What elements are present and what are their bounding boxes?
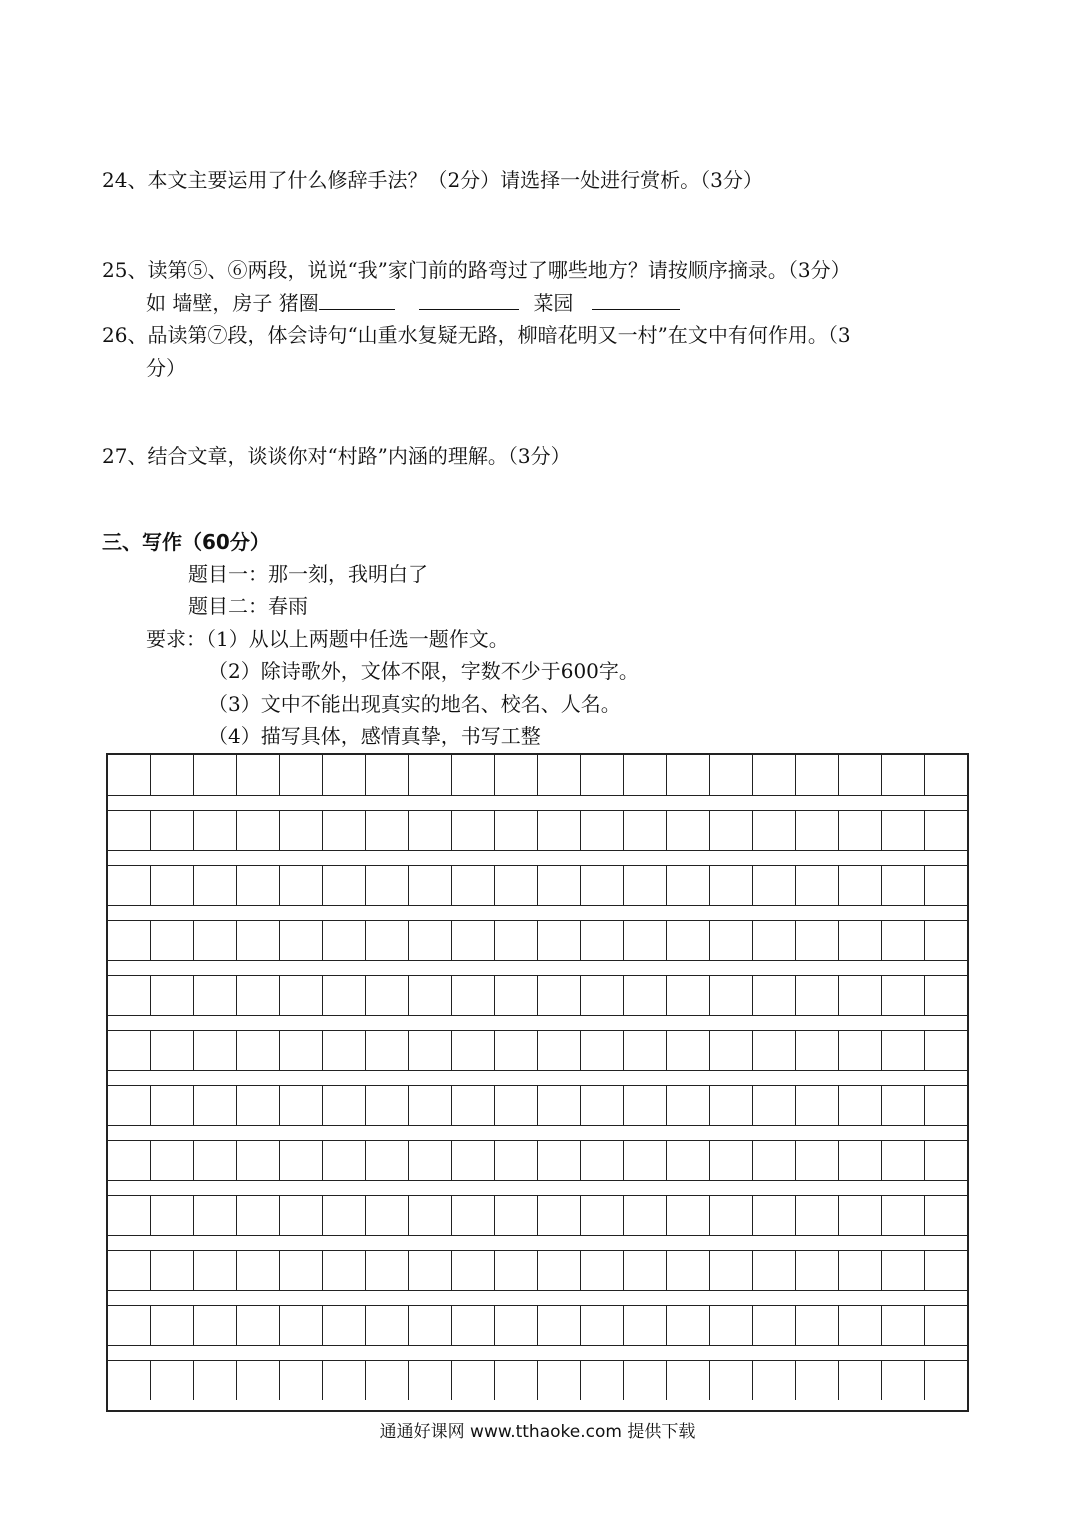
writing-topic-2: 题目二：春雨	[188, 594, 308, 618]
grid-row	[108, 755, 967, 795]
grid-row	[108, 1030, 967, 1070]
grid-cell[interactable]	[194, 1085, 237, 1125]
grid-cell[interactable]	[710, 1305, 753, 1345]
grid-cell[interactable]	[753, 920, 796, 960]
question-27: 27、结合文章，谈谈你对“村路”内涵的理解。（3分）	[102, 444, 571, 468]
grid-cell[interactable]	[581, 810, 624, 850]
grid-row-divider	[108, 960, 967, 961]
grid-cell[interactable]	[624, 865, 667, 905]
grid-row	[108, 810, 967, 850]
grid-cell[interactable]	[366, 975, 409, 1015]
grid-cell[interactable]	[882, 920, 925, 960]
grid-cell[interactable]	[495, 1250, 538, 1290]
grid-cell[interactable]	[409, 1360, 452, 1400]
grid-cell[interactable]	[151, 865, 194, 905]
grid-cell[interactable]	[581, 1140, 624, 1180]
grid-cell[interactable]	[452, 1085, 495, 1125]
grid-cell[interactable]	[237, 975, 280, 1015]
grid-cell[interactable]	[366, 1030, 409, 1070]
grid-cell[interactable]	[495, 1195, 538, 1235]
grid-cell[interactable]	[280, 920, 323, 960]
grid-cell[interactable]	[796, 1250, 839, 1290]
answer-blank-2[interactable]	[419, 289, 519, 310]
grid-cell[interactable]	[151, 920, 194, 960]
grid-cell[interactable]	[882, 755, 925, 795]
grid-cell[interactable]	[495, 755, 538, 795]
grid-cell[interactable]	[366, 1195, 409, 1235]
grid-cell[interactable]	[538, 1085, 581, 1125]
grid-row	[108, 1250, 967, 1290]
grid-cell[interactable]	[366, 1360, 409, 1400]
grid-cell[interactable]	[151, 1195, 194, 1235]
grid-cell[interactable]	[882, 865, 925, 905]
grid-cell[interactable]	[624, 975, 667, 1015]
grid-cell[interactable]	[108, 810, 151, 850]
grid-cell[interactable]	[366, 810, 409, 850]
grid-cell[interactable]	[280, 1360, 323, 1400]
grid-cell[interactable]	[409, 1195, 452, 1235]
grid-cell[interactable]	[495, 975, 538, 1015]
writing-requirement-1: 要求：（1）从以上两题中任选一题作文。	[146, 627, 509, 651]
grid-cell[interactable]	[366, 1140, 409, 1180]
fill-prefix: 如 墙壁，房子 猪圈	[146, 291, 319, 315]
grid-cell[interactable]	[495, 1085, 538, 1125]
grid-cell[interactable]	[753, 1030, 796, 1070]
grid-cell[interactable]	[581, 1250, 624, 1290]
grid-cell[interactable]	[237, 755, 280, 795]
grid-cell[interactable]	[925, 1085, 967, 1125]
grid-cell[interactable]	[452, 1305, 495, 1345]
grid-cell[interactable]	[366, 920, 409, 960]
grid-cell[interactable]	[194, 975, 237, 1015]
grid-row	[108, 1360, 967, 1400]
grid-cell[interactable]	[667, 1250, 710, 1290]
grid-cell[interactable]	[409, 975, 452, 1015]
grid-cell[interactable]	[882, 1030, 925, 1070]
grid-cell[interactable]	[667, 920, 710, 960]
grid-cell[interactable]	[108, 1360, 151, 1400]
grid-cell[interactable]	[495, 1030, 538, 1070]
grid-cell[interactable]	[194, 810, 237, 850]
grid-row	[108, 1140, 967, 1180]
grid-cell[interactable]	[151, 1140, 194, 1180]
grid-cell[interactable]	[882, 1140, 925, 1180]
grid-cell[interactable]	[194, 755, 237, 795]
grid-cell[interactable]	[925, 810, 967, 850]
grid-cell[interactable]	[409, 920, 452, 960]
grid-cell[interactable]	[710, 975, 753, 1015]
grid-row-divider	[108, 1235, 967, 1236]
grid-cell[interactable]	[753, 1360, 796, 1400]
grid-cell[interactable]	[194, 1360, 237, 1400]
grid-cell[interactable]	[452, 755, 495, 795]
grid-cell[interactable]	[710, 1360, 753, 1400]
grid-cell[interactable]	[839, 865, 882, 905]
writing-requirement-4: （4）描写具体，感情真挚，书写工整	[208, 724, 541, 748]
grid-cell[interactable]	[237, 865, 280, 905]
grid-cell[interactable]	[280, 1250, 323, 1290]
grid-cell[interactable]	[409, 865, 452, 905]
grid-cell[interactable]	[839, 1360, 882, 1400]
grid-row-divider	[108, 1070, 967, 1071]
grid-cell[interactable]	[495, 1360, 538, 1400]
grid-cell[interactable]	[151, 1360, 194, 1400]
grid-cell[interactable]	[839, 1085, 882, 1125]
grid-cell[interactable]	[194, 920, 237, 960]
grid-cell[interactable]	[194, 1140, 237, 1180]
grid-cell[interactable]	[237, 1360, 280, 1400]
grid-cell[interactable]	[323, 1250, 366, 1290]
grid-cell[interactable]	[452, 810, 495, 850]
grid-cell[interactable]	[108, 1305, 151, 1345]
grid-cell[interactable]	[667, 1085, 710, 1125]
grid-cell[interactable]	[753, 975, 796, 1015]
grid-cell[interactable]	[452, 1030, 495, 1070]
grid-cell[interactable]	[667, 1305, 710, 1345]
grid-row	[108, 1305, 967, 1345]
grid-row-divider	[108, 795, 967, 796]
grid-cell[interactable]	[882, 1305, 925, 1345]
grid-cell[interactable]	[409, 1305, 452, 1345]
grid-cell[interactable]	[667, 1030, 710, 1070]
grid-cell[interactable]	[796, 1195, 839, 1235]
writing-heading: 三、写作（60分）	[102, 530, 270, 554]
grid-cell[interactable]	[452, 920, 495, 960]
grid-cell[interactable]	[452, 1195, 495, 1235]
grid-cell[interactable]	[538, 1140, 581, 1180]
grid-cell[interactable]	[624, 810, 667, 850]
grid-cell[interactable]	[710, 1030, 753, 1070]
grid-cell[interactable]	[538, 810, 581, 850]
grid-cell[interactable]	[839, 1140, 882, 1180]
grid-cell[interactable]	[796, 975, 839, 1015]
grid-cell[interactable]	[710, 1250, 753, 1290]
grid-cell[interactable]	[581, 865, 624, 905]
grid-cell[interactable]	[237, 1140, 280, 1180]
grid-row-divider	[108, 1125, 967, 1126]
grid-cell[interactable]	[753, 1305, 796, 1345]
grid-cell[interactable]	[796, 1360, 839, 1400]
grid-cell[interactable]	[796, 755, 839, 795]
grid-cell[interactable]	[108, 865, 151, 905]
grid-cell[interactable]	[538, 1305, 581, 1345]
grid-row-divider	[108, 1180, 967, 1181]
question-24: 24、本文主要运用了什么修辞手法？（2分）请选择一处进行赏析。（3分）	[102, 168, 763, 192]
grid-cell[interactable]	[667, 810, 710, 850]
grid-cell[interactable]	[108, 1030, 151, 1070]
grid-cell[interactable]	[925, 1140, 967, 1180]
grid-cell[interactable]	[624, 920, 667, 960]
grid-cell[interactable]	[624, 1195, 667, 1235]
grid-cell[interactable]	[925, 1195, 967, 1235]
grid-cell[interactable]	[280, 1195, 323, 1235]
grid-cell[interactable]	[151, 1250, 194, 1290]
grid-cell[interactable]	[452, 1140, 495, 1180]
grid-cell[interactable]	[925, 1360, 967, 1400]
grid-cell[interactable]	[667, 975, 710, 1015]
grid-cell[interactable]	[151, 810, 194, 850]
grid-cell[interactable]	[839, 755, 882, 795]
grid-cell[interactable]	[237, 810, 280, 850]
grid-cell[interactable]	[151, 1085, 194, 1125]
grid-cell[interactable]	[538, 1195, 581, 1235]
grid-cell[interactable]	[323, 1030, 366, 1070]
grid-cell[interactable]	[366, 755, 409, 795]
grid-cell[interactable]	[581, 975, 624, 1015]
grid-cell[interactable]	[667, 1140, 710, 1180]
grid-cell[interactable]	[925, 1250, 967, 1290]
grid-cell[interactable]	[280, 755, 323, 795]
writing-requirement-2: （2）除诗歌外，文体不限，字数不少于600字。	[208, 659, 639, 683]
grid-cell[interactable]	[495, 865, 538, 905]
grid-cell[interactable]	[108, 1085, 151, 1125]
footer-note: 通通好课网 www.tthaoke.com 提供下载	[379, 1422, 696, 1442]
grid-row	[108, 920, 967, 960]
grid-cell[interactable]	[237, 1250, 280, 1290]
grid-cell[interactable]	[538, 1360, 581, 1400]
grid-cell[interactable]	[882, 1085, 925, 1125]
grid-cell[interactable]	[194, 1195, 237, 1235]
grid-cell[interactable]	[753, 755, 796, 795]
question-25: 25、读第⑤、⑥两段，说说“我”家门前的路弯过了哪些地方？请按顺序摘录。（3分）	[102, 258, 851, 282]
grid-cell[interactable]	[710, 755, 753, 795]
grid-row-divider	[108, 905, 967, 906]
grid-row	[108, 975, 967, 1015]
fill-item-3: 菜园	[533, 291, 574, 315]
grid-cell[interactable]	[366, 1085, 409, 1125]
grid-cell[interactable]	[925, 755, 967, 795]
grid-cell[interactable]	[108, 1195, 151, 1235]
grid-cell[interactable]	[753, 865, 796, 905]
grid-cell[interactable]	[495, 920, 538, 960]
grid-cell[interactable]	[710, 1085, 753, 1125]
grid-cell[interactable]	[882, 1250, 925, 1290]
grid-cell[interactable]	[581, 1085, 624, 1125]
grid-cell[interactable]	[581, 1195, 624, 1235]
grid-cell[interactable]	[323, 810, 366, 850]
grid-cell[interactable]	[581, 755, 624, 795]
grid-cell[interactable]	[667, 755, 710, 795]
grid-cell[interactable]	[839, 810, 882, 850]
grid-cell[interactable]	[796, 920, 839, 960]
grid-cell[interactable]	[882, 1360, 925, 1400]
grid-cell[interactable]	[753, 1195, 796, 1235]
grid-cell[interactable]	[710, 1140, 753, 1180]
grid-cell[interactable]	[710, 865, 753, 905]
grid-cell[interactable]	[796, 1085, 839, 1125]
question-25-fill-line	[146, 289, 680, 317]
grid-cell[interactable]	[194, 1250, 237, 1290]
grid-cell[interactable]	[108, 920, 151, 960]
grid-cell[interactable]	[710, 1195, 753, 1235]
grid-cell[interactable]	[839, 975, 882, 1015]
grid-cell[interactable]	[323, 1305, 366, 1345]
grid-cell[interactable]	[667, 1195, 710, 1235]
grid-cell[interactable]	[323, 1195, 366, 1235]
grid-cell[interactable]	[280, 1305, 323, 1345]
grid-cell[interactable]	[624, 1305, 667, 1345]
grid-cell[interactable]	[366, 1250, 409, 1290]
grid-cell[interactable]	[280, 975, 323, 1015]
grid-row-divider	[108, 850, 967, 851]
grid-cell[interactable]	[796, 1305, 839, 1345]
grid-cell[interactable]	[151, 755, 194, 795]
grid-cell[interactable]	[237, 1085, 280, 1125]
grid-cell[interactable]	[495, 1140, 538, 1180]
grid-cell[interactable]	[624, 1030, 667, 1070]
grid-cell[interactable]	[624, 1140, 667, 1180]
grid-row-divider	[108, 1290, 967, 1291]
grid-cell[interactable]	[452, 1360, 495, 1400]
grid-cell[interactable]	[366, 865, 409, 905]
grid-cell[interactable]	[323, 865, 366, 905]
grid-cell[interactable]	[237, 1305, 280, 1345]
grid-cell[interactable]	[323, 920, 366, 960]
grid-cell[interactable]	[839, 1195, 882, 1235]
grid-cell[interactable]	[925, 1030, 967, 1070]
grid-cell[interactable]	[882, 975, 925, 1015]
grid-cell[interactable]	[581, 1030, 624, 1070]
grid-cell[interactable]	[538, 975, 581, 1015]
grid-cell[interactable]	[409, 755, 452, 795]
grid-cell[interactable]	[366, 1305, 409, 1345]
grid-cell[interactable]	[925, 1305, 967, 1345]
grid-row	[108, 865, 967, 905]
grid-cell[interactable]	[538, 920, 581, 960]
writing-requirement-3: （3）文中不能出现真实的地名、校名、人名。	[208, 692, 621, 716]
grid-cell[interactable]	[108, 1250, 151, 1290]
grid-cell[interactable]	[323, 1360, 366, 1400]
grid-cell[interactable]	[452, 1250, 495, 1290]
grid-cell[interactable]	[710, 810, 753, 850]
grid-cell[interactable]	[280, 1085, 323, 1125]
grid-cell[interactable]	[753, 1250, 796, 1290]
grid-cell[interactable]	[237, 1195, 280, 1235]
grid-cell[interactable]	[839, 1305, 882, 1345]
grid-cell[interactable]	[925, 975, 967, 1015]
grid-cell[interactable]	[710, 920, 753, 960]
grid-cell[interactable]	[839, 920, 882, 960]
grid-cell[interactable]	[194, 865, 237, 905]
grid-cell[interactable]	[624, 1360, 667, 1400]
grid-cell[interactable]	[237, 920, 280, 960]
grid-cell[interactable]	[323, 1140, 366, 1180]
grid-cell[interactable]	[194, 1030, 237, 1070]
grid-cell[interactable]	[538, 755, 581, 795]
grid-cell[interactable]	[323, 1085, 366, 1125]
grid-cell[interactable]	[495, 1305, 538, 1345]
grid-cell[interactable]	[753, 1085, 796, 1125]
grid-cell[interactable]	[839, 1030, 882, 1070]
grid-cell[interactable]	[280, 1140, 323, 1180]
grid-cell[interactable]	[538, 1030, 581, 1070]
grid-cell[interactable]	[796, 1140, 839, 1180]
grid-cell[interactable]	[753, 810, 796, 850]
grid-cell[interactable]	[796, 1030, 839, 1070]
grid-cell[interactable]	[581, 920, 624, 960]
grid-cell[interactable]	[882, 1195, 925, 1235]
grid-cell[interactable]	[409, 1085, 452, 1125]
grid-cell[interactable]	[409, 1140, 452, 1180]
grid-cell[interactable]	[753, 1140, 796, 1180]
grid-cell[interactable]	[581, 1360, 624, 1400]
grid-cell[interactable]	[452, 975, 495, 1015]
grid-cell[interactable]	[151, 1030, 194, 1070]
composition-grid[interactable]	[106, 753, 969, 1412]
grid-cell[interactable]	[237, 1030, 280, 1070]
grid-cell[interactable]	[108, 975, 151, 1015]
grid-cell[interactable]	[151, 975, 194, 1015]
writing-topic-1: 题目一：那一刻，我明白了	[188, 562, 428, 586]
grid-cell[interactable]	[581, 1305, 624, 1345]
grid-row	[108, 1085, 967, 1125]
grid-cell[interactable]	[280, 865, 323, 905]
grid-cell[interactable]	[839, 1250, 882, 1290]
grid-cell[interactable]	[624, 755, 667, 795]
grid-cell[interactable]	[495, 810, 538, 850]
grid-cell[interactable]	[538, 865, 581, 905]
grid-cell[interactable]	[925, 865, 967, 905]
question-26-line-2: 分）	[146, 356, 186, 380]
grid-cell[interactable]	[667, 1360, 710, 1400]
grid-row-divider	[108, 1015, 967, 1016]
grid-cell[interactable]	[323, 755, 366, 795]
grid-row	[108, 1195, 967, 1235]
grid-cell[interactable]	[624, 1085, 667, 1125]
grid-cell[interactable]	[667, 865, 710, 905]
grid-cell[interactable]	[624, 1250, 667, 1290]
grid-cell[interactable]	[409, 1030, 452, 1070]
grid-cell[interactable]	[538, 1250, 581, 1290]
grid-cell[interactable]	[151, 1305, 194, 1345]
answer-blank-3[interactable]	[592, 289, 680, 310]
grid-cell[interactable]	[108, 755, 151, 795]
grid-cell[interactable]	[409, 1250, 452, 1290]
grid-cell[interactable]	[108, 1140, 151, 1180]
grid-cell[interactable]	[796, 865, 839, 905]
grid-cell[interactable]	[452, 865, 495, 905]
grid-cell[interactable]	[323, 975, 366, 1015]
grid-cell[interactable]	[882, 810, 925, 850]
grid-cell[interactable]	[194, 1305, 237, 1345]
question-26-line-1: 26、品读第⑦段，体会诗句“山重水复疑无路，柳暗花明又一村”在文中有何作用。（3	[102, 323, 851, 347]
grid-cell[interactable]	[280, 1030, 323, 1070]
grid-cell[interactable]	[925, 920, 967, 960]
grid-row-divider	[108, 1345, 967, 1346]
grid-cell[interactable]	[280, 810, 323, 850]
grid-cell[interactable]	[409, 810, 452, 850]
answer-blank-1[interactable]	[319, 289, 395, 310]
grid-cell[interactable]	[796, 810, 839, 850]
